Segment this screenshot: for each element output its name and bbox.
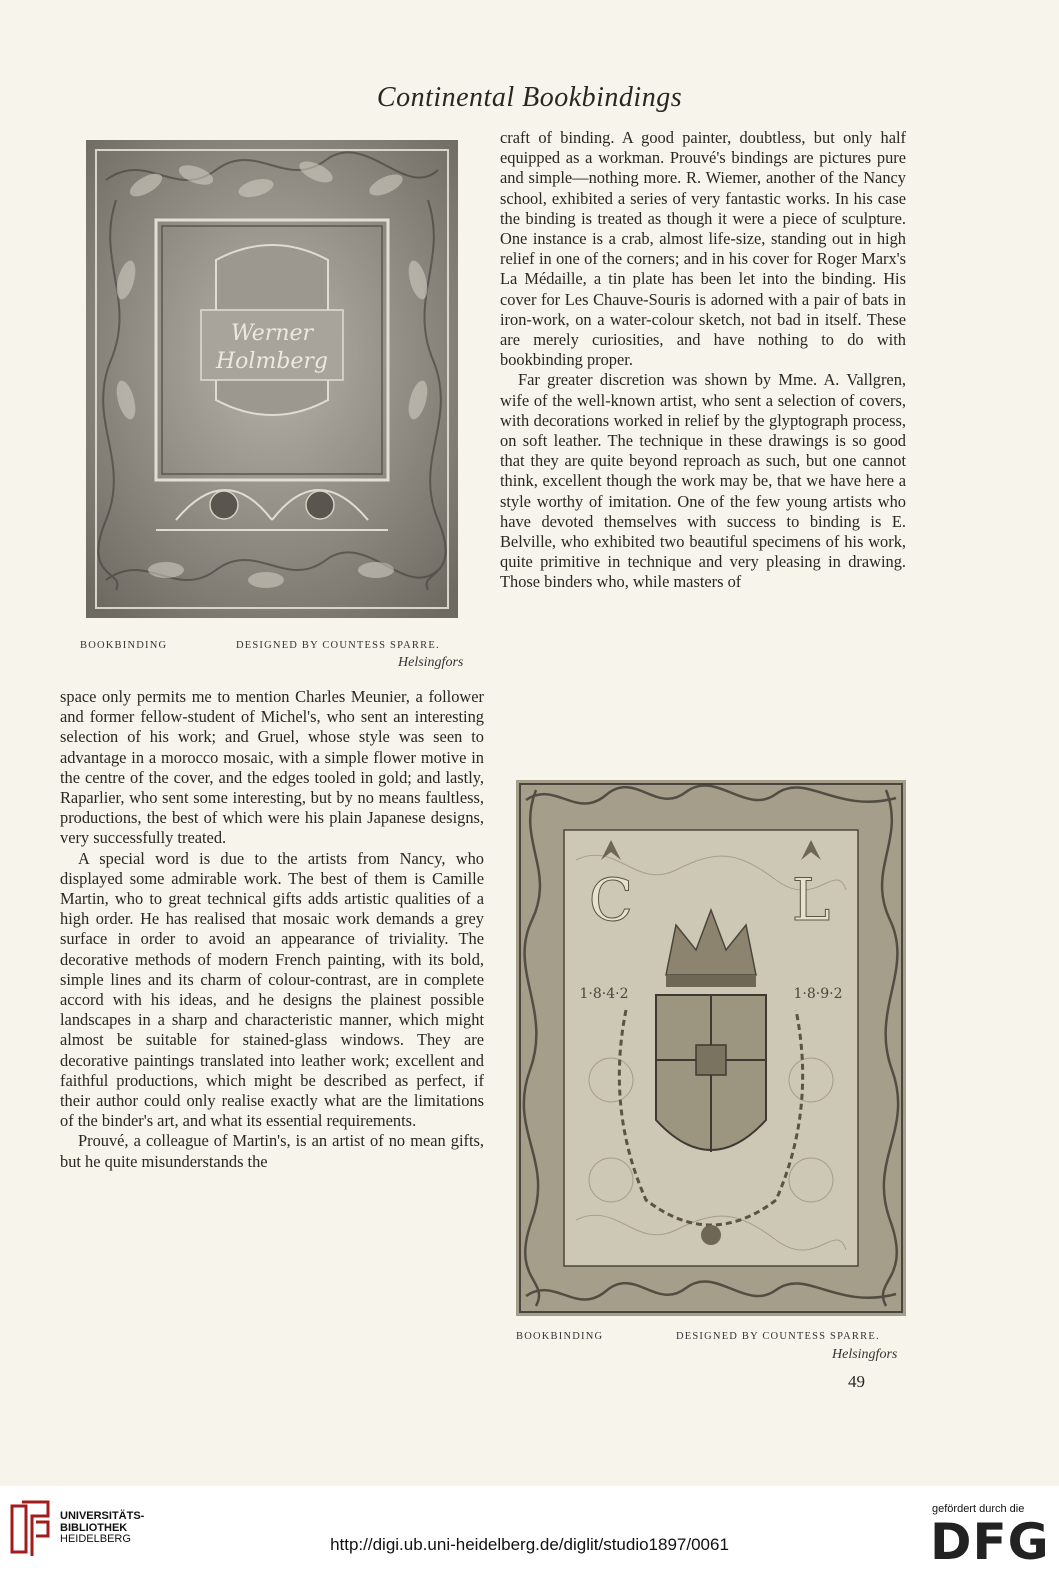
funding-label: gefördert durch die — [932, 1503, 1025, 1515]
inscription-line-2: Holmberg — [215, 349, 329, 374]
page-number: 49 — [848, 1372, 865, 1391]
bookbinding-1-illustration — [86, 140, 458, 618]
year-right: 1·8·9·2 — [793, 986, 843, 1002]
left-column-text — [60, 687, 484, 1172]
bookbinding-image-1 — [86, 140, 458, 618]
left-paragraph-1: space only permits me to mention Charles Meunier, a follower and former fellow-student of Michel's, who sent an interesting selection of his work; and Gruel, whose style was seen to advantage in a morocco mosaic, with a simple flower motive in the centre of the cover, and the edges tooled in gold; and lastly, Raparlier, who sent some interesting, but by no means faultless, productions, the best of which were his plain Japanese designs, very successfully treated. — [60, 687, 484, 848]
figure-1-caption-label: BOOKBINDING — [80, 640, 168, 651]
figure-1-caption-designer: DESIGNED BY COUNTESS SPARRE. — [236, 640, 440, 651]
left-paragraph-2: A special word is due to the artists from Nancy, who displayed some admirable work. The best of them is Camille Martin, who to great technical gifts adds artistic qualities of a high order. He has realised that mosaic work demands a grey surface in order to avoid an appearance of triviality. The decorative methods of modern French painting, with its bold, simple lines and its charm of colour-contrast, are in complete accord with his ideas, and he designs the plainest possible landscapes in a sharp and characteristic manner, which might almost be suitable for stained-glass windows. They are decorative paintings translated into leather work; excellent and faithful productions, which might be described as perfect, if their author could only realise exactly what are the limitations of the binder's art, and what its essential requirements. — [60, 848, 484, 1131]
figure-2-caption-designer: DESIGNED BY COUNTESS SPARRE. — [676, 1331, 880, 1342]
figure-2-caption-label: BOOKBINDING — [516, 1331, 604, 1342]
right-paragraph-1: craft of binding. A good painter, doubtless, but only half equipped as a workman. Prouvé's bindings are pictures pure and simple—nothing more. R. Wiemer, another of the Nancy school, exhibited a series of very fantastic works. In his case the binding is treated as though it were a piece of sculpture. One instance is a crab, almost life-size, standing out in high relief in one of the corners; and in his cover for Roger Marx's La Médaille, a tin plate has been let into the binding. His cover for Les Chauve-Souris is adorned with a pair of bats in iron-work, on a water-colour sketch, not bad in itself. These are merely curiosities, and have nothing to do with bookbinding proper. — [500, 128, 906, 370]
library-line-2: BIBLIOTHEK — [60, 1521, 128, 1534]
right-column-text — [500, 128, 906, 593]
library-line-3: HEIDELBERG — [60, 1533, 131, 1545]
bookbinding-image-2 — [516, 780, 906, 1316]
monogram-left: C — [588, 866, 634, 934]
library-line-1: UNIVERSITÄTS- — [60, 1510, 145, 1522]
figure-1-caption-place: Helsingfors — [398, 655, 464, 670]
figure-2-caption-place: Helsingfors — [832, 1347, 898, 1362]
right-paragraph-2: Far greater discretion was shown by Mme. A. Vallgren, wife of the well-known artist, who sent a selection of covers, with decorations worked in relief by the glyptograph process, on soft leather. The technique in these drawings is so good that they are quite beyond reproach as such, but one cannot think, excellent though the work may be, that we have here a style worthy of imitation. One of the few young artists who have devoted themselves with success to binding is E. Belville, who exhibited two beautiful specimens of his work, quite primitive in technique and very pleasing in drawing. Those binders who, while masters of — [500, 370, 906, 592]
document-url[interactable]: http://digi.ub.uni-heidelberg.de/diglit/studio1897/0061 — [330, 1535, 729, 1554]
monogram-right: L — [791, 866, 831, 934]
page-title: Continental Bookbindings — [376, 82, 683, 113]
inscription-line-1: Werner — [230, 321, 314, 346]
year-left: 1·8·4·2 — [579, 986, 629, 1002]
dfg-logo: DFG — [930, 1513, 1050, 1571]
bookbinding-2-illustration — [516, 780, 906, 1316]
left-paragraph-3: Prouvé, a colleague of Martin's, is an artist of no mean gifts, but he quite misunderstands the — [60, 1131, 484, 1171]
